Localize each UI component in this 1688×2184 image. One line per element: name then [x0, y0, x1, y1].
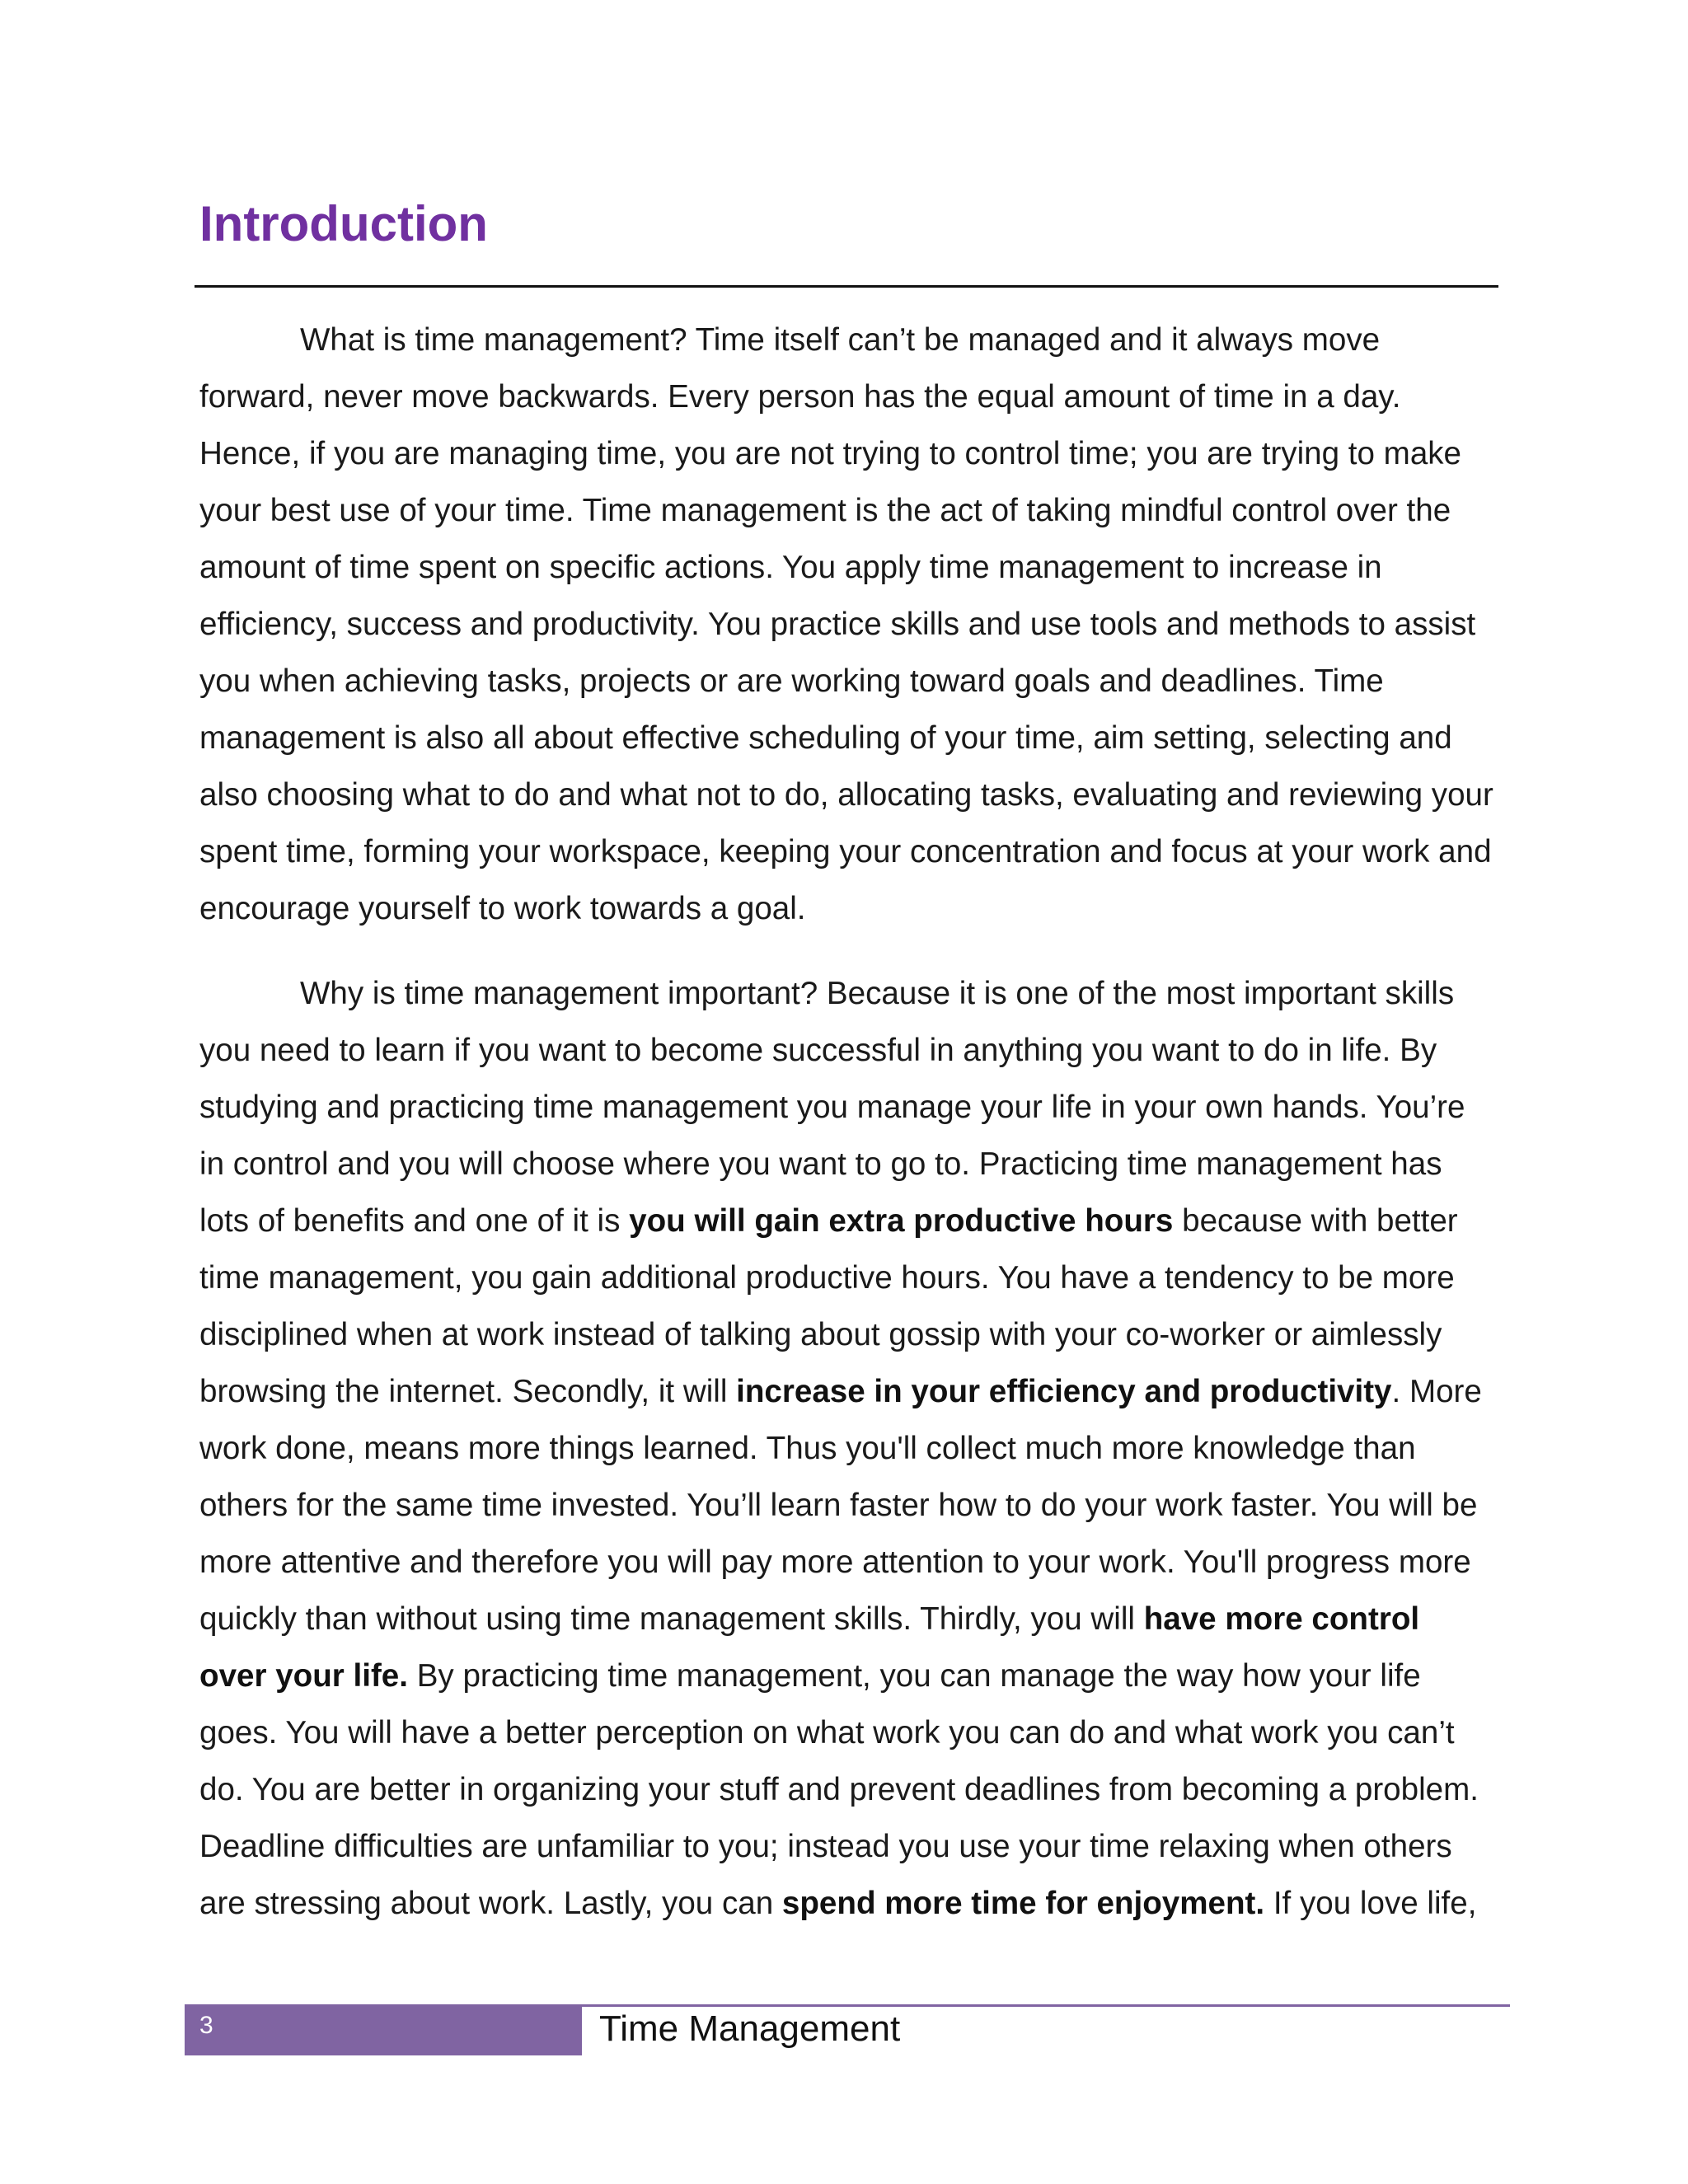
page-number: 3 [199, 2012, 213, 2039]
heading-rule [195, 285, 1498, 288]
body-text [199, 312, 1493, 1932]
bold-phrase-efficiency: increase in your efficiency and productivity [736, 1374, 1392, 1409]
paragraph-1 [199, 312, 1493, 937]
paragraph-1-text-1: What is time management? Time itself can’t be managed and it always move forward, never move backwards. Every person has the equal amount of time in a day. Hence, if you are managing time, you are not trying to control time; you are trying to make your best use of your time. Time management is the act of taking mindful control over the amount of time spent on specific actions. You apply time management to increase in efficiency, success and productivity. You practice skills and use tools and methods to assist you when achieving tasks, projects or are working toward goals and deadlines. Time management is also all about effective scheduling of your time, aim setting, selecting and also choosing what to do and what not to do, allocating tasks, evaluating and reviewing your spent time, forming your workspace, keeping your concentration and focus at your work and encourage yourself to work towards a goal. [199, 322, 1493, 926]
bold-phrase-productive-hours: you will gain extra productive hours [629, 1203, 1174, 1239]
paragraph-2-text-4: By practicing time management, you can manage the way how your life goes. You will have a better perception on what work you can do and what work you can’t do. You are better in organizing your stuff and prevent deadlines from becoming a problem. Deadline difficulties are unfamiliar to you; instead you use your time relaxing when others are stressing about work. Lastly, you can [199, 1658, 1479, 1921]
paragraph-2-text-2: because with better time management, you gain additional productive hours. You have a tendency to be more disciplined when at work instead of talking about gossip with your co-worker or aimlessly browsing the internet. Secondly, it will [199, 1203, 1458, 1409]
bold-phrase-control: have more control over your life. [199, 1601, 1420, 1694]
section-heading: Introduction [199, 196, 488, 251]
footer-page-box [185, 2004, 582, 2055]
paragraph-2-text-1: Why is time management important? Because it is one of the most important skills you need to learn if you want to become successful in anything you want to do in life. By studying and practicing time management you manage your life in your own hands. You’re in control and you will choose where you want to go to. Practicing time management has lots of benefits and one of it is [199, 976, 1465, 1239]
bold-phrase-enjoyment: spend more time for enjoyment. [781, 1886, 1265, 1921]
footer-title: Time Management [599, 2008, 901, 2049]
paragraph-2-text-5: If you love life, [1264, 1886, 1477, 1921]
paragraph-2-text-3: . More work done, means more things learned. Thus you'll collect much more knowledge than others for the same time invested. You’ll learn faster how to do your work faster. You will be more attentive and therefore you will pay more attention to your work. You'll progress more quickly than without using time management skills. Thirdly, you will [199, 1374, 1482, 1637]
paragraph-2 [199, 965, 1493, 1932]
